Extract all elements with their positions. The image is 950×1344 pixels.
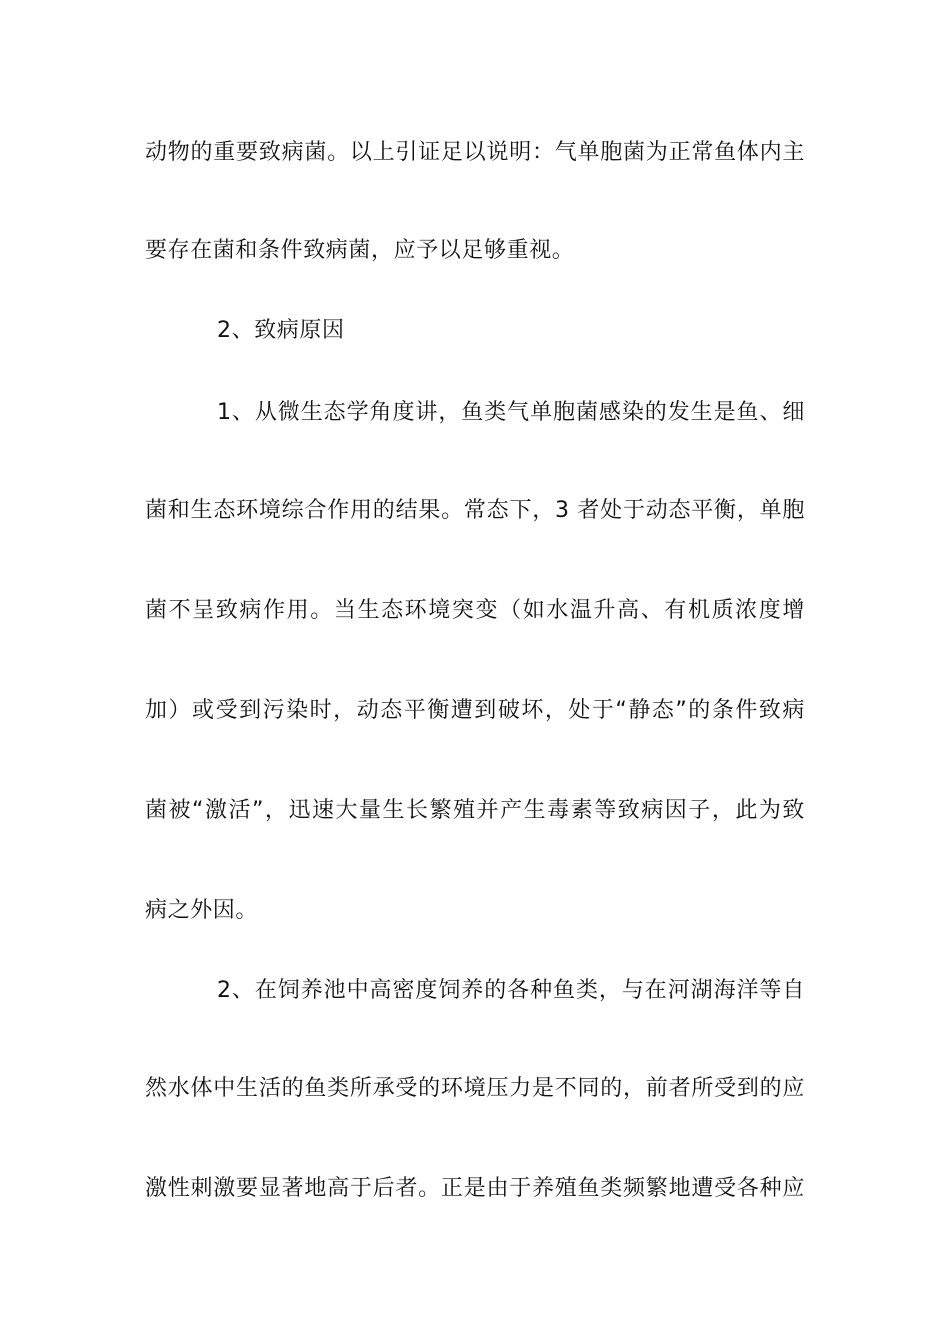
text-line-6: 菌不呈致病作用。当生态环境突变（如水温升高、有机质浓度增 [145, 598, 805, 623]
text-line-8: 菌被“激活”，迅速大量生长繁殖并产生毒素等致病因子，此为致 [145, 798, 805, 823]
text-line-9: 病之外因。 [145, 898, 259, 923]
text-line-10: 2、在饲养池中高密度饲养的各种鱼类，与在河湖海洋等自 [217, 978, 805, 1003]
text-line-12: 激性刺激要显著地高于后者。正是由于养殖鱼类频繁地遭受各种应 [145, 1176, 805, 1201]
text-line-7: 加）或受到污染时，动态平衡遭到破坏，处于“静态”的条件致病 [145, 698, 805, 723]
text-line-1: 动物的重要致病菌。以上引证足以说明：气单胞菌为正常鱼体内主 [145, 140, 805, 165]
text-line-2: 要存在菌和条件致病菌，应予以足够重视。 [145, 238, 575, 263]
text-line-11: 然水体中生活的鱼类所承受的环境压力是不同的，前者所受到的应 [145, 1076, 805, 1101]
text-line-5: 菌和生态环境综合作用的结果。常态下，3 者处于动态平衡，单胞 [145, 498, 805, 523]
text-line-4: 1、从微生态学角度讲，鱼类气单胞菌感染的发生是鱼、细 [217, 400, 805, 425]
section-heading: 2、致病原因 [217, 318, 345, 343]
